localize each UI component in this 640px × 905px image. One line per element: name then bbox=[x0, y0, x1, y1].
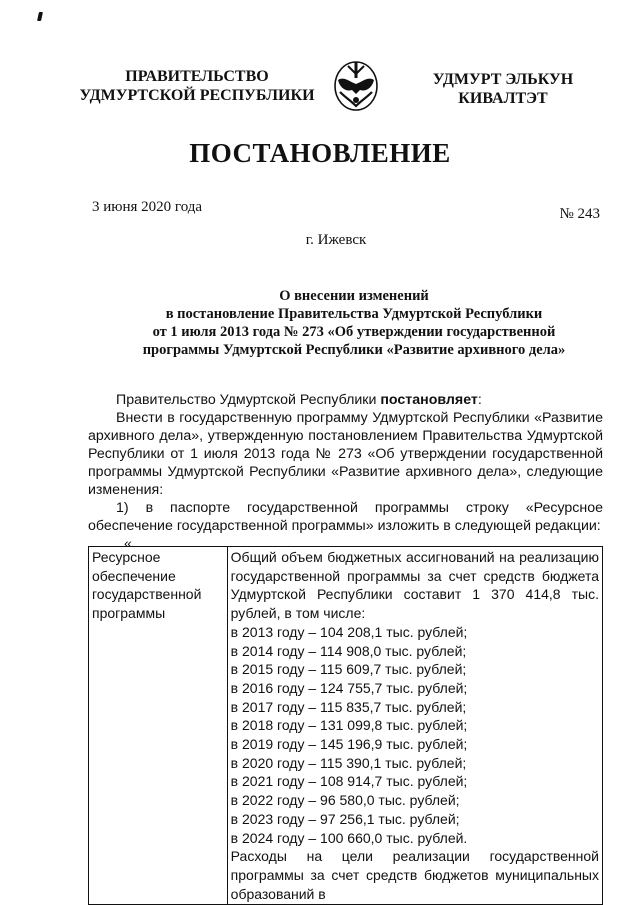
subject-line-4: программы Удмуртской Республики «Развитие архивного дела» bbox=[142, 342, 566, 358]
year-item: в 2023 году – 97 256,1 тыс. рублей; bbox=[230, 810, 460, 827]
table-intro-text: Общий объем бюджетных ассигнований на реализацию государственной программы за счет средств бюджета Удмуртской Республики составит 1 370 414,8 тыс. рублей, в том числе: bbox=[230, 549, 599, 622]
resolves-text-end: : bbox=[477, 392, 482, 408]
document-date: 3 июня 2020 года bbox=[92, 199, 203, 215]
document-city: г. Ижевск bbox=[305, 232, 367, 248]
scan-mark bbox=[37, 12, 43, 21]
year-item: в 2017 году – 115 835,7 тыс. рублей; bbox=[230, 698, 467, 715]
table-label-cell: Ресурсное обеспечение государственной программы bbox=[89, 547, 228, 905]
resource-table bbox=[88, 546, 603, 905]
header-left-line-1: ПРАВИТЕЛЬСТВО bbox=[125, 68, 269, 85]
subject-line-3: от 1 июля 2013 года № 273 «Об утверждении государственной bbox=[152, 324, 556, 340]
year-item: в 2021 году – 108 914,7 тыс. рублей; bbox=[230, 773, 468, 790]
year-item: в 2014 году – 114 908,0 тыс. рублей; bbox=[230, 642, 467, 659]
document-subject bbox=[100, 287, 608, 359]
header-right-line-2: КИВАЛТЭТ bbox=[458, 90, 548, 107]
year-item: в 2019 году – 145 196,9 тыс. рублей; bbox=[230, 736, 468, 753]
table-row bbox=[89, 547, 603, 905]
resolves-keyword: постановляет bbox=[380, 392, 478, 408]
subject-line-2: в постановление Правительства Удмуртской Республики bbox=[165, 306, 543, 322]
header-government-udm bbox=[420, 70, 586, 108]
header-government-ru bbox=[78, 67, 316, 105]
table-content-cell bbox=[227, 547, 602, 905]
year-item: в 2016 году – 124 755,7 тыс. рублей; bbox=[230, 679, 468, 696]
year-item: в 2024 году – 100 660,0 тыс. рублей. bbox=[230, 829, 468, 846]
document-number: № 243 bbox=[559, 206, 600, 222]
paragraph-item-1: 1) в паспорте государственной программы строку «Ресурсное обеспечение государственной программы» изложить в следующей редакции: bbox=[88, 500, 603, 534]
year-item: в 2013 году – 104 208,1 тыс. рублей; bbox=[230, 623, 468, 640]
resolves-text-start: Правительство Удмуртской Республики bbox=[116, 392, 381, 408]
coat-of-arms-icon bbox=[326, 56, 386, 114]
paragraph-resolves bbox=[88, 391, 603, 409]
year-item: в 2022 году – 96 580,0 тыс. рублей; bbox=[230, 792, 460, 809]
paragraph-amendments: Внести в государственную программу Удмуртской Республики «Развитие архивного дела», утвержденную постановлением Правительства Удмуртской Республики от 1 июля 2013 года № 273 «Об утверждении государственной программы Удмуртской Республики «Развитие архивного дела», следующие изменения: bbox=[88, 410, 603, 498]
year-item: в 2015 году – 115 609,7 тыс. рублей; bbox=[230, 661, 467, 678]
header-left-line-2: УДМУРТСКОЙ РЕСПУБЛИКИ bbox=[79, 87, 315, 104]
table-tail-text: Расходы на цели реализации государственной программы за счет средств бюджетов муниципальных образований в bbox=[230, 848, 599, 902]
document-title: ПОСТАНОВЛЕНИЕ bbox=[189, 138, 451, 168]
opening-quote: « bbox=[124, 536, 132, 552]
document-body bbox=[88, 391, 603, 553]
year-item: в 2020 году – 115 390,1 тыс. рублей; bbox=[230, 754, 467, 771]
header-right-line-1: УДМУРТ ЭЛЬКУН bbox=[432, 71, 574, 88]
subject-line-1: О внесении изменений bbox=[279, 288, 429, 304]
year-item: в 2018 году – 131 099,8 тыс. рублей; bbox=[230, 717, 468, 734]
